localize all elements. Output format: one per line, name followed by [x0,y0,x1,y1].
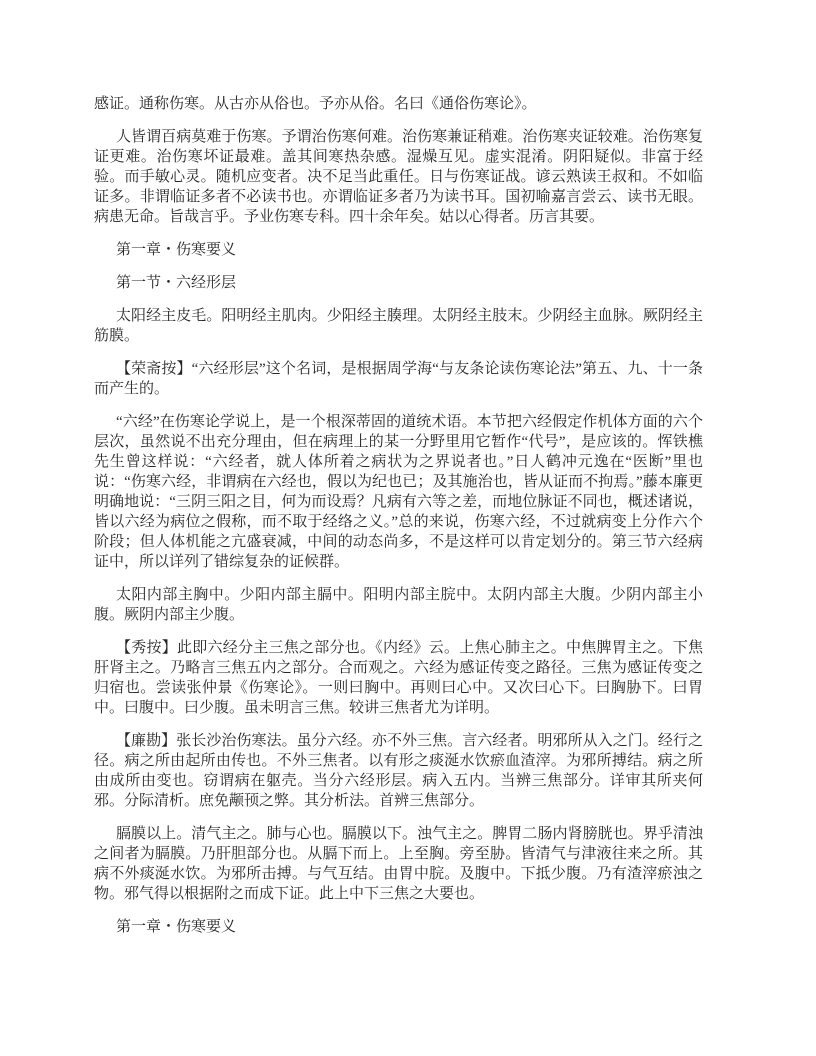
body-paragraph: 【荣斋按】“六经形层”这个名词，是根据周学海“与友条论读伤寒论法”第五、九、十一条而产生的。 [94,361,703,397]
body-paragraph: 膈膜以上。清气主之。肺与心也。膈膜以下。浊气主之。脾胃二肠内肾膀胱也。界乎清浊之间者为膈膜。乃肝胆部分也。从膈下而上。上至胸。旁至胁。皆清气与津液往来之所。其病不外痰涎水饮。为邪所击搏。与气互结。由胃中脘。及腹中。下抵少腹。乃有渣滓瘀浊之物。邪气得以根据附之而成下证。此上中下三焦之大要也。 [94,826,703,902]
body-paragraph: 太阳经主皮毛。阳明经主肌肉。少阳经主腠理。太阴经主肢末。少阴经主血脉。厥阴经主筋膜。 [94,308,703,344]
body-paragraph: “六经”在伤寒论学说上，是一个根深蒂固的道统术语。本节把六经假定作机体方面的六个层次，虽然说不出充分理由，但在病理上的某一分野里用它暂作“代号”，是应该的。恽铁樵先生曾这样说：“六经者，就人体所着之病状为之界说者也。”日人鹤冲元逸在“医断”里也说：“伤寒六经，非谓病在六经也，假以为纪也已；及其施治也，皆从证而不拘焉。”藤本廉更明确地说：“三阴三阳之目，何为而设焉？凡病有六等之差，而地位脉证不同也，概述诸说，皆以六经为病位之假称，而不取于经络之义。”总的来说，伤寒六经，不过就病变上分作六个阶段；但人体机能之亢盛衰减，中间的动态尚多，不是这样可以肯定划分的。第三节六经病证中，所以详列了错综复杂的证候群。 [94,414,703,570]
section-heading: 第一章・伤寒要义 [116,919,237,935]
body-paragraph: 【廉勘】张长沙治伤寒法。虽分六经。亦不外三焦。言六经者。明邪所从入之门。经行之径。病之所由起所由传也。不外三焦者。以有形之痰涎水饮瘀血渣滓。为邪所搏结。病之所由成所由变也。窃谓病在躯壳。当分六经形层。病入五内。当辨三焦部分。详审其所夹何邪。分际清析。庶免颟顸之弊。其分析法。首辨三焦部分。 [94,733,703,809]
body-paragraph: 感证。通称伤寒。从古亦从俗也。予亦从俗。名曰《通俗伤寒论》。 [94,96,537,112]
document-text-block [94,94,703,937]
body-paragraph: 人皆谓百病莫难于伤寒。予谓治伤寒何难。治伤寒兼证稍难。治伤寒夹证较难。治伤寒复证更难。治伤寒坏证最难。盖其间寒热杂感。湿燥互见。虚实混淆。阴阳疑似。非富于经验。而手敏心灵。随机应变者。决不足当此重任。日与伤寒证战。谚云熟读王叔和。不如临证多。非谓临证多者不必读书也。亦谓临证多者乃为读书耳。国初喻嘉言尝云、读书无眼。病患无命。旨哉言乎。予业伤寒专科。四十余年矣。姑以心得者。历言其要。 [94,129,703,225]
body-paragraph: 太阳内部主胸中。少阳内部主膈中。阳明内部主脘中。太阴内部主大腹。少阴内部主小腹。厥阴内部主少腹。 [94,587,703,623]
body-paragraph: 【秀按】此即六经分主三焦之部分也。《内经》云。上焦心肺主之。中焦脾胃主之。下焦肝肾主之。乃略言三焦五内之部分。合而观之。六经为感证传变之路径。三焦为感证传变之归宿也。尝读张仲景《伤寒论》。一则曰胸中。再则曰心中。又次曰心下。曰胸胁下。曰胃中。曰腹中。曰少腹。虽未明言三焦。较讲三焦者尤为详明。 [94,640,703,716]
section-heading: 第一章・伤寒要义 [116,242,237,258]
section-heading: 第一节・六经形层 [116,275,237,291]
